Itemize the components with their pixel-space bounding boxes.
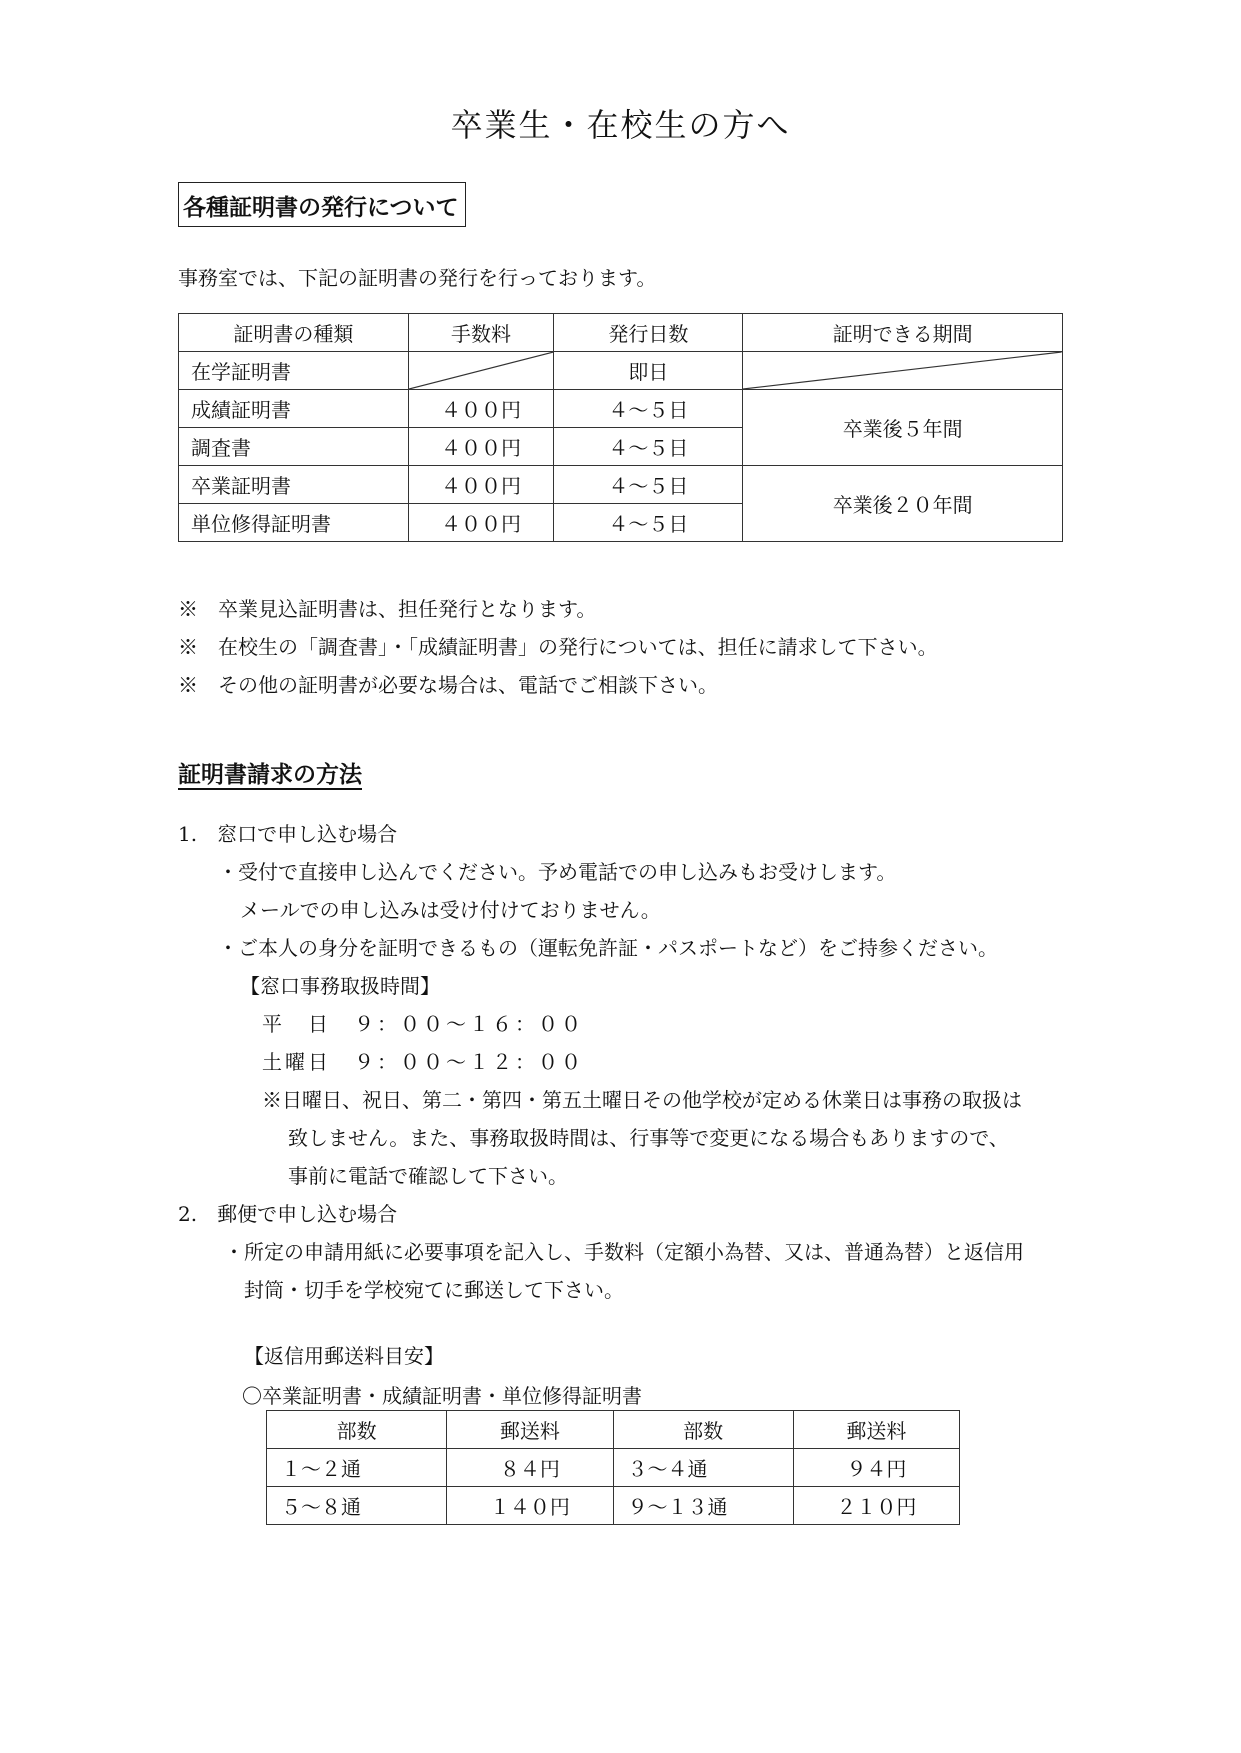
postage-title: 【返信用郵送料目安】 — [244, 1344, 444, 1368]
certificate-issuance-heading: 各種証明書の発行について — [178, 182, 466, 227]
fee-cell: ４００円 — [408, 504, 554, 542]
days-cell: 即日 — [554, 352, 743, 390]
note-2: ※ 在校生の「調査書」・「成績証明書」の発行については、担任に請求して下さい。 — [178, 635, 938, 659]
fee-cell: ４００円 — [408, 466, 554, 504]
intro-text: 事務室では、下記の証明書の発行を行っております。 — [178, 266, 657, 290]
fee-cell: ４００円 — [408, 390, 554, 428]
copies-cell: ５～８通 — [267, 1487, 447, 1525]
note-3: ※ その他の証明書が必要な場合は、電話でご相談下さい。 — [178, 673, 718, 697]
counter-hours-title: 【窓口事務取扱時間】 — [240, 974, 440, 998]
table-row — [179, 466, 1063, 504]
type-cell: 調査書 — [179, 428, 409, 466]
copies-cell: ９～１３通 — [613, 1487, 793, 1525]
hours-note-line-2: 致しません。また、事務取扱時間は、行事等で変更になる場合もありますので、 — [288, 1126, 1009, 1150]
weekday-hours: 平 日 ９：００～１６：００ — [262, 1012, 584, 1036]
type-cell: 成績証明書 — [179, 390, 409, 428]
period-cell-20yr: 卒業後２０年間 — [743, 466, 1063, 542]
mail-instruction-line-1: ・所定の申請用紙に必要事項を記入し、手数料（定額小為替、又は、普通為替）と返信用 — [224, 1240, 1024, 1264]
certificate-table — [178, 313, 1063, 542]
hours-note-line-1: ※日曜日、祝日、第二・第四・第五土曜日その他学校が定める休業日は事務の取扱は — [262, 1088, 1022, 1112]
mail-instruction-line-2: 封筒・切手を学校宛てに郵送して下さい。 — [244, 1278, 624, 1302]
counter-request-title: 1. 窓口で申し込む場合 — [178, 822, 398, 846]
counter-bullet-1: ・受付で直接申し込んでください。予め電話での申し込みもお受けします。 — [218, 860, 897, 884]
postage-cell: ８４円 — [447, 1449, 613, 1487]
type-cell: 在学証明書 — [179, 352, 409, 390]
mail-request-title: 2. 郵便で申し込む場合 — [178, 1202, 398, 1226]
header-type: 証明書の種類 — [179, 314, 409, 352]
type-cell: 卒業証明書 — [179, 466, 409, 504]
postage-cell: １４０円 — [447, 1487, 613, 1525]
table-row — [179, 352, 1063, 390]
days-cell: ４～５日 — [554, 466, 743, 504]
request-method-heading: 証明書請求の方法 — [178, 762, 362, 788]
header-postage: 郵送料 — [447, 1411, 613, 1449]
hours-note-line-3: 事前に電話で確認して下さい。 — [288, 1164, 568, 1188]
fee-cell-empty — [408, 352, 554, 390]
counter-bullet-1-cont: メールでの申し込みは受け付けておりません。 — [240, 898, 661, 922]
postage-cell: ９４円 — [793, 1449, 959, 1487]
days-cell: ４～５日 — [554, 390, 743, 428]
period-cell-5yr: 卒業後５年間 — [743, 390, 1063, 466]
header-period: 証明できる期間 — [743, 314, 1063, 352]
diagonal-line — [409, 352, 554, 389]
header-postage: 郵送料 — [793, 1411, 959, 1449]
postage-cell: ２１０円 — [793, 1487, 959, 1525]
days-cell: ４～５日 — [554, 504, 743, 542]
diagonal-line — [743, 352, 1062, 389]
note-1: ※ 卒業見込証明書は、担任発行となります。 — [178, 597, 597, 621]
page-title: 卒業生・在校生の方へ — [450, 106, 791, 144]
period-cell-empty — [743, 352, 1063, 390]
table-row — [267, 1449, 960, 1487]
header-fee: 手数料 — [408, 314, 554, 352]
header-copies: 部数 — [613, 1411, 793, 1449]
header-copies: 部数 — [267, 1411, 447, 1449]
table-header-row — [179, 314, 1063, 352]
fee-cell: ４００円 — [408, 428, 554, 466]
type-cell: 単位修得証明書 — [179, 504, 409, 542]
header-days: 発行日数 — [554, 314, 743, 352]
saturday-hours: 土曜日 ９：００～１２：００ — [262, 1050, 584, 1074]
table-header-row — [267, 1411, 960, 1449]
table-row — [179, 390, 1063, 428]
table-row — [267, 1487, 960, 1525]
copies-cell: １～２通 — [267, 1449, 447, 1487]
counter-bullet-2: ・ご本人の身分を証明できるもの（運転免許証・パスポートなど）をご持参ください。 — [218, 936, 998, 960]
postage-subtitle: 〇卒業証明書・成績証明書・単位修得証明書 — [242, 1384, 642, 1408]
copies-cell: ３～４通 — [613, 1449, 793, 1487]
postage-table — [266, 1410, 960, 1525]
days-cell: ４～５日 — [554, 428, 743, 466]
